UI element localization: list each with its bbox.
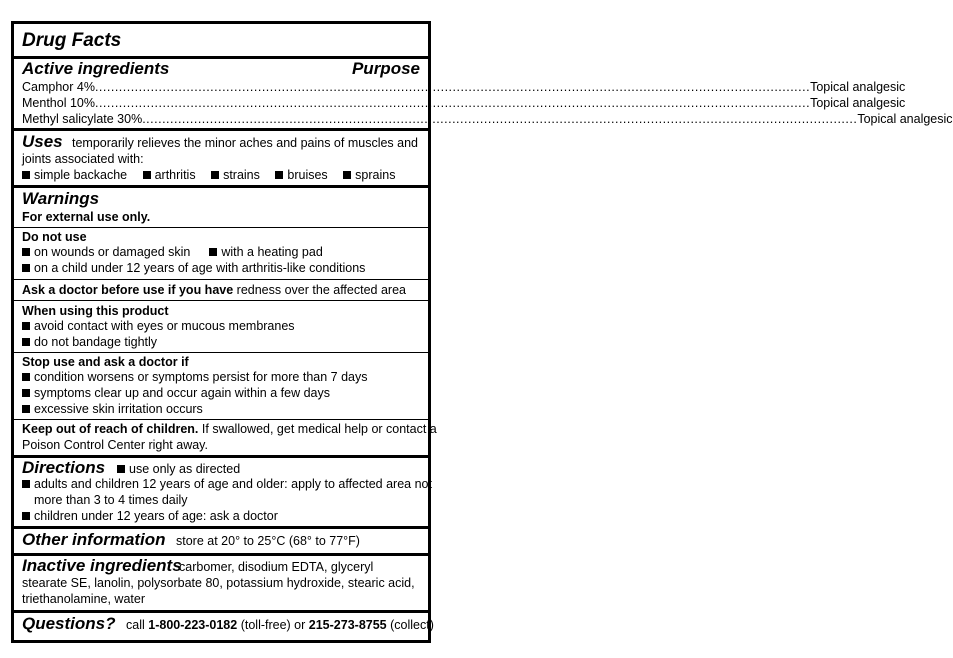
divider (14, 610, 428, 613)
bullet-icon (22, 264, 30, 272)
bullet-icon (275, 171, 283, 179)
bullet-icon (343, 171, 351, 179)
warnings-heading: Warnings (22, 189, 100, 208)
list-item: arthritis (143, 168, 196, 182)
ingredient-purpose: Topical analgesic (810, 96, 906, 110)
divider (14, 526, 428, 529)
list-item: use only as directed (117, 462, 240, 476)
bullet-icon (22, 248, 30, 256)
list-item-continuation: more than 3 to 4 times daily (34, 493, 188, 507)
stop-use-heading: Stop use and ask a doctor if (22, 355, 189, 369)
drug-facts-panel (11, 21, 953, 643)
ingredient-name: Methyl salicylate 30% (22, 112, 143, 126)
active-ingredients-heading: Active ingredients (22, 59, 170, 78)
bullet-icon (22, 405, 30, 413)
bullet-icon (22, 373, 30, 381)
list-item: avoid contact with eyes or mucous membranes (22, 319, 295, 333)
external-use-text: For external use only. (22, 210, 151, 224)
inactive-ingredients-heading: Inactive ingredients (22, 556, 182, 575)
bullet-icon (22, 512, 30, 520)
ingredient-name: Menthol 10% (22, 96, 95, 110)
list-item: on a child under 12 years of age with arthritis-like conditions (22, 261, 365, 275)
bullet-icon (22, 480, 30, 488)
phone-number: 1-800-223-0182 (148, 618, 238, 632)
do-not-use-heading: Do not use (22, 230, 87, 244)
list-item: strains (211, 168, 260, 182)
uses-heading: Uses (22, 132, 63, 151)
divider (14, 128, 428, 131)
uses-text: temporarily relieves the minor aches and pains of muscles and (72, 136, 419, 150)
inactive-ingredients-text: stearate SE, lanolin, polysorbate 80, potassium hydroxide, stearic acid, (22, 576, 415, 590)
list-item: simple backache (22, 168, 127, 182)
active-ingredient-row: Menthol 10% .................................................................................................................................................................................... Topical analgesic (22, 96, 906, 110)
list-item: sprains (343, 168, 395, 182)
questions-text: call 1-800-223-0182 (toll-free) or 215-273-8755 (collect) (126, 618, 434, 632)
divider (14, 227, 428, 228)
other-information-text: store at 20° to 25°C (68° to 77°F) (176, 534, 360, 548)
bullet-icon (22, 389, 30, 397)
divider (14, 419, 428, 420)
divider (14, 300, 428, 301)
bullet-icon (22, 338, 30, 346)
keep-out-text: Poison Control Center right away. (22, 438, 208, 452)
active-ingredient-row: Methyl salicylate 30% .................................................................................................................................................................................... Topical analgesic (22, 112, 953, 126)
divider (14, 279, 428, 280)
bullet-icon (22, 322, 30, 330)
divider (14, 185, 428, 188)
uses-list (22, 168, 407, 182)
purpose-heading: Purpose (351, 59, 420, 78)
keep-out-line: Keep out of reach of children. If swallowed, get medical help or contact a (22, 422, 437, 436)
drug-facts-title: Drug Facts (22, 30, 122, 51)
list-item: do not bandage tightly (22, 335, 157, 349)
list-item: excessive skin irritation occurs (22, 402, 203, 416)
bullet-icon (117, 465, 125, 473)
bullet-icon (22, 171, 30, 179)
list-item: children under 12 years of age: ask a doctor (22, 509, 278, 523)
bullet-icon (143, 171, 151, 179)
inactive-ingredients-text: carbomer, disodium EDTA, glyceryl (179, 560, 374, 574)
active-ingredient-row: Camphor 4% .................................................................................................................................................................................... Topical analgesic (22, 80, 906, 94)
list-item: symptoms clear up and occur again within a few days (22, 386, 330, 400)
list-item: adults and children 12 years of age and older: apply to affected area not (22, 477, 432, 491)
bullet-icon (211, 171, 219, 179)
divider (14, 352, 428, 353)
when-using-heading: When using this product (22, 304, 169, 318)
ingredient-name: Camphor 4% (22, 80, 95, 94)
ingredient-purpose: Topical analgesic (810, 80, 906, 94)
list-item: on wounds or damaged skin with a heating pad (22, 245, 323, 259)
uses-text: joints associated with: (22, 152, 144, 166)
directions-heading: Directions (22, 458, 106, 477)
inactive-ingredients-text: triethanolamine, water (22, 592, 145, 606)
list-item: condition worsens or symptoms persist for more than 7 days (22, 370, 367, 384)
phone-number: 215-273-8755 (308, 618, 387, 632)
list-item: bruises (275, 168, 327, 182)
questions-heading: Questions? (22, 614, 116, 633)
other-information-heading: Other information (22, 530, 166, 549)
ingredient-purpose: Topical analgesic (857, 112, 953, 126)
bullet-icon (209, 248, 217, 256)
ask-doctor-line: Ask a doctor before use if you have redness over the affected area (22, 283, 406, 297)
